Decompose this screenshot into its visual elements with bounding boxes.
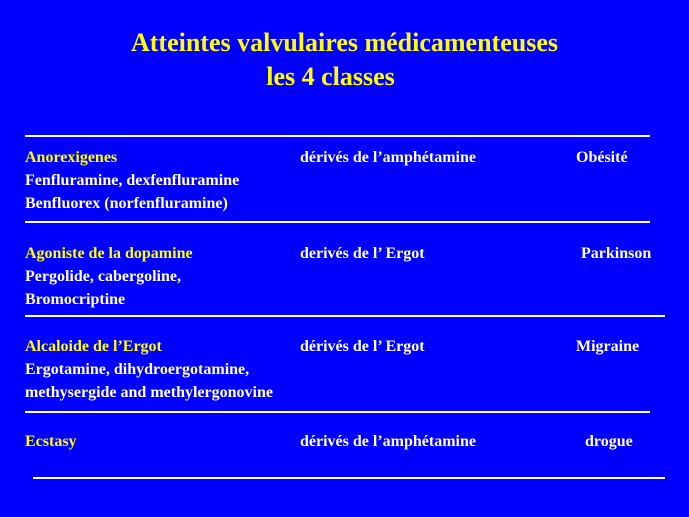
- drug-names: Bromocriptine: [25, 291, 126, 308]
- drug-names: methysergide and methylergonovine: [25, 384, 273, 401]
- drug-names: Pergolide, cabergoline,: [25, 268, 181, 285]
- derivation: dérivés de l’amphétamine: [300, 149, 476, 166]
- drug-names: Benfluorex (norfenfluramine): [25, 195, 228, 212]
- derivation: dérivés de l’ Ergot: [300, 338, 425, 355]
- drug-class: Alcaloide de l’Ergot: [25, 338, 162, 355]
- indication: drogue: [585, 433, 633, 450]
- slide-title: Atteintes valvulaires médicamenteuses: [130, 28, 558, 57]
- slide-subtitle: les 4 classes: [266, 62, 395, 91]
- derivation: dérivés de l’amphétamine: [300, 433, 476, 450]
- divider-top: [25, 135, 650, 137]
- indication: Parkinson: [581, 245, 652, 262]
- drug-names: Fenfluramine, dexfenfluramine: [25, 172, 240, 189]
- divider-1: [25, 221, 650, 223]
- divider-3: [25, 411, 650, 413]
- drug-class: Ecstasy: [25, 433, 77, 450]
- indication: Obésité: [576, 149, 628, 166]
- drug-class: Anorexigenes: [25, 149, 118, 166]
- divider-2: [25, 315, 665, 317]
- derivation: derivés de l’ Ergot: [300, 245, 425, 262]
- indication: Migraine: [576, 338, 640, 355]
- drug-class: Agoniste de la dopamine: [25, 245, 193, 262]
- divider-bottom: [33, 477, 665, 479]
- drug-names: Ergotamine, dihydroergotamine,: [25, 361, 250, 378]
